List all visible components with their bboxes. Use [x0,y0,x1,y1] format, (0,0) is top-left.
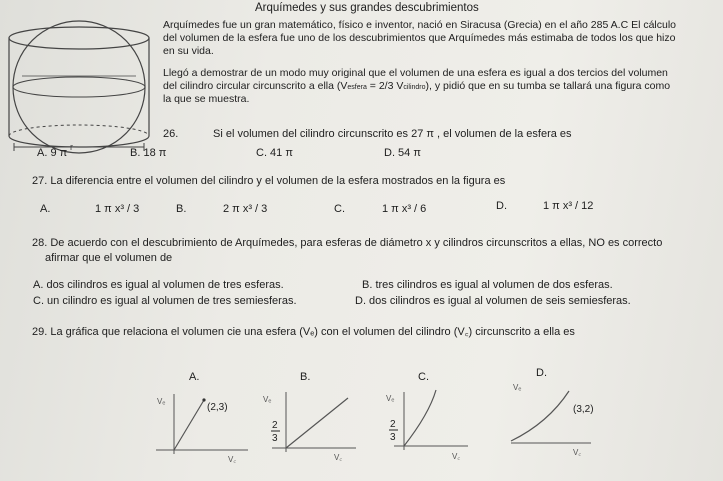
graph-b-fraction-num: 2 [272,420,278,431]
q27-option-d-letter[interactable]: D. [496,200,507,212]
intro-line-1: Arquímedes fue un gran matemático, físico e inventor, nació en Siracusa (Grecia) en el año 285 A.C El cálculo [163,19,677,31]
graph-b-fraction-den: 3 [272,433,278,444]
q27-option-b-letter[interactable]: B. [176,203,187,215]
graph-b-letter[interactable]: B. [300,371,311,383]
graph-b-x-label: V꜀ [334,453,343,462]
graph-c-y-label: Vₑ [386,394,395,403]
graph-d-x-label: V꜀ [573,448,582,457]
q28-option-c[interactable]: C. un cilindro es igual al volumen de tres semiesferas. [33,295,297,307]
graph-d-y-label: Vₑ [513,383,522,392]
intro-line-6: la que se muestra. [163,93,250,105]
graph-c-letter[interactable]: C. [418,371,429,383]
intro-line-2: del volumen de la esfera fue uno de los descubrimientos que Arquímedes más estimaba de todos los que hizo [163,32,676,44]
q27-option-a-value[interactable]: 1 π x³ / 3 [95,203,140,215]
q27-text: 27. La diferencia entre el volumen del cilindro y el volumen de la esfera mostrados en la figura es [32,175,506,187]
q28-line-2: afirmar que el volumen de [45,252,173,264]
graph-c-x-label: V꜀ [452,452,461,461]
q27-option-a-letter[interactable]: A. [40,203,51,215]
q26-text: Si el volumen del cilindro circunscrito es 27 π , el volumen de la esfera es [213,128,572,140]
graph-a-letter[interactable]: A. [189,371,200,383]
q26-option-d[interactable]: D. 54 π [384,147,421,159]
q27-option-c-letter[interactable]: C. [334,203,345,215]
graph-d-letter[interactable]: D. [536,367,547,379]
q28-option-d[interactable]: D. dos cilindros es igual al volumen de seis semiesferas. [355,295,631,307]
q26-option-c[interactable]: C. 41 π [256,147,293,159]
intro-line-4: Llegó a demostrar de un modo muy original que el volumen de una esfera es igual a dos tercios del volumen [163,67,668,79]
graph-b[interactable] [256,386,366,466]
q26-number: 26. [163,128,179,140]
q27-option-d-value[interactable]: 1 π x³ / 12 [543,200,594,212]
graph-c-fraction-den: 3 [390,432,396,443]
q27-option-b-value[interactable]: 2 π x³ / 3 [223,203,268,215]
page-title: Arquímedes y sus grandes descubrimientos [255,2,479,14]
intro-line-3: en su vida. [163,45,214,57]
graph-d[interactable] [493,381,603,463]
q28-line-1: 28. De acuerdo con el descubrimiento de Arquímedes, para esferas de diámetro x y cilindros circunscritos a ellas, NO es correcto [32,237,663,249]
q26-option-a[interactable]: A. 9 π [37,147,68,159]
intro-line-5: del cilindro circular circunscrito a ella (Vesfera = 2/3 Vcilindro), y pidió que en su tumba se tallará una figura como [163,80,671,92]
q28-option-a[interactable]: A. dos cilindros es igual al volumen de tres esferas. [33,279,284,291]
graph-a-y-label: Vₑ [157,397,166,406]
q27-option-c-value[interactable]: 1 π x³ / 6 [382,203,427,215]
graph-a-x-label: V꜀ [228,455,237,464]
graph-d-point: (3,2) [573,404,594,415]
q29-text: 29. La gráfica que relaciona el volumen cie una esfera (Vₑ) con el volumen del cilindro (V꜀) circunscrito a ella es [32,326,575,338]
sphere-cylinder-figure [2,16,162,156]
graph-c-fraction-num: 2 [390,419,396,430]
radius-label: r [70,142,73,152]
q28-option-b[interactable]: B. tres cilindros es igual al volumen de dos esferas. [362,279,613,291]
graph-a-point: (2,3) [207,402,228,413]
graph-b-y-label: Vₑ [263,395,272,404]
q26-option-b[interactable]: B. 18 π [130,147,167,159]
graph-c[interactable] [374,384,474,466]
graph-a[interactable] [148,386,258,466]
